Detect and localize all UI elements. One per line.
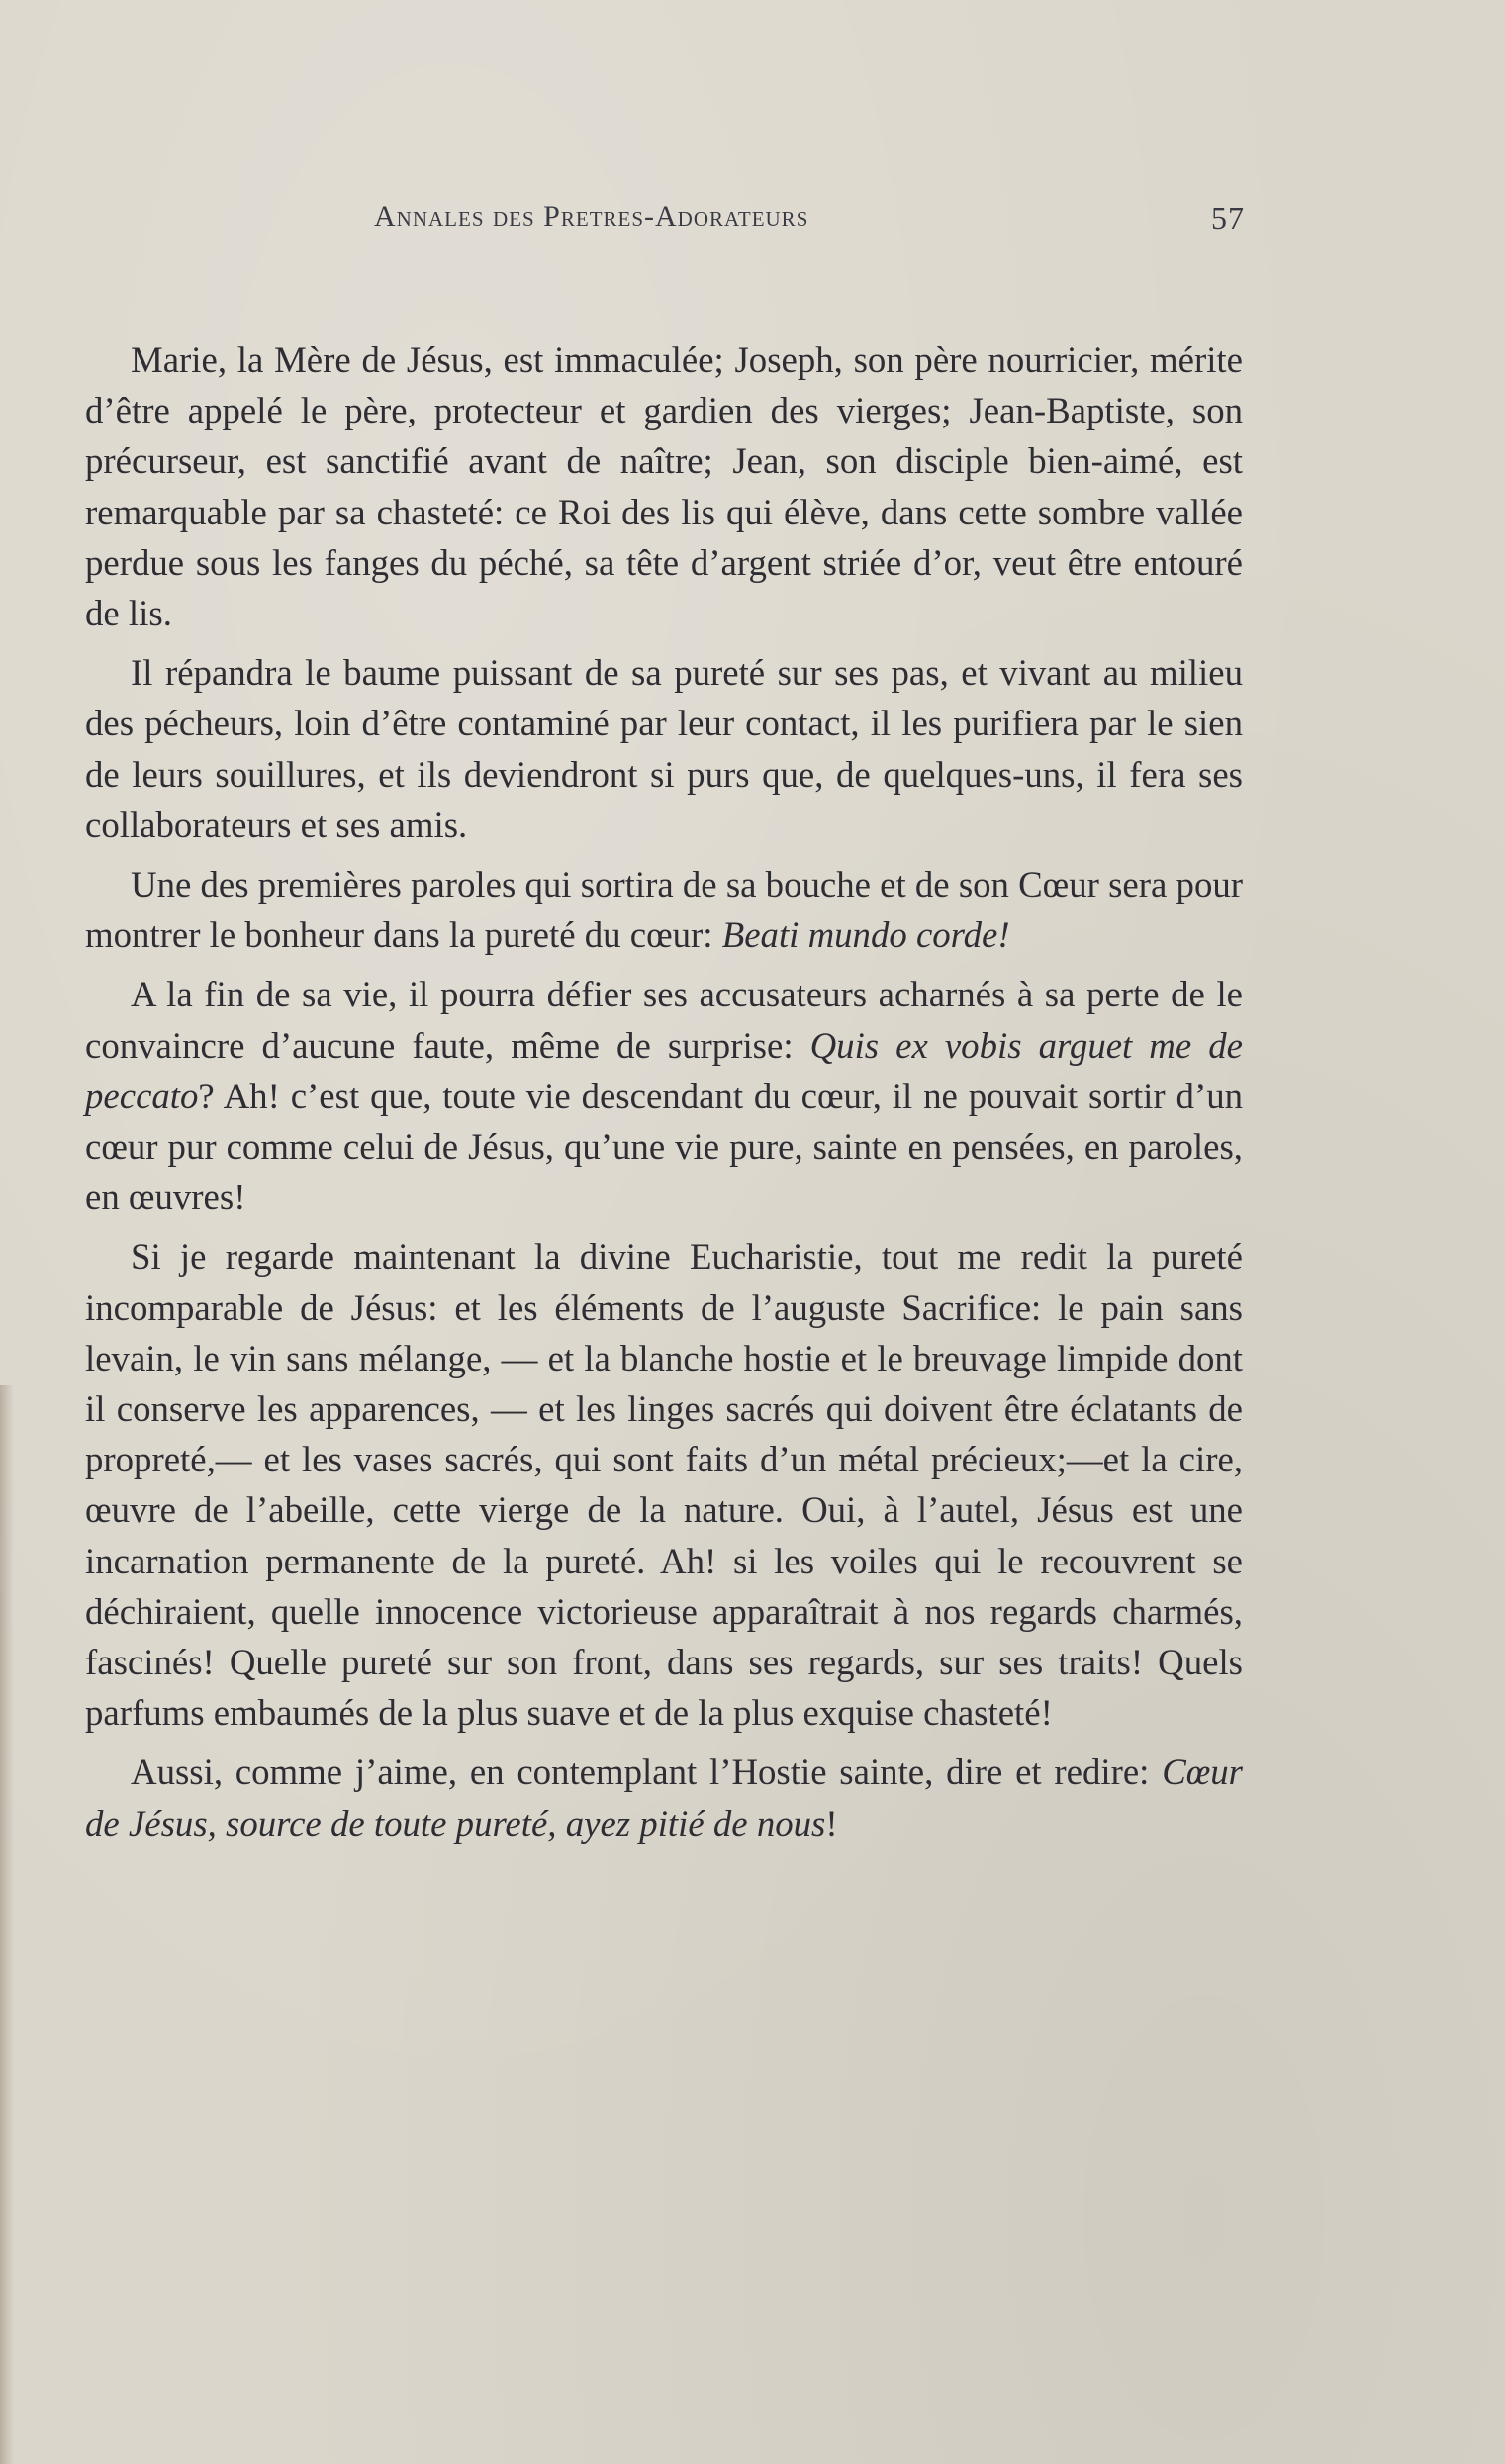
paragraph (85, 334, 1243, 638)
text-run: A la fin de sa vie, il pourra défier ses accusateurs acharnés à sa perte de le convaincre d’aucune faute, même de surprise: (85, 974, 1243, 1066)
text-run: Il répandra le baume puissant de sa pureté sur ses pas, et vivant au milieu des pécheurs, loin d’être contaminé par leur contact, il les purifiera par le sien de leurs souillures, et ils deviendront si purs que, de quelques-uns, il fera ses collaborateurs et ses amis. (85, 652, 1243, 845)
running-header (374, 194, 1245, 243)
text-run: Marie, la Mère de Jésus, est immaculée; Joseph, son père nourricier, mérite d’être appelé le père, protecteur et gardien des vierges; Jean-Baptiste, son précurseur, est sanctifié avant de naître; Jean, son disciple bien-aimé, est remarquable par sa chasteté: ce Roi des lis qui élève, dans cette sombre vallée perdue sous les fanges du péché, sa tête d’argent striée d’or, veut être entouré de lis. (85, 339, 1243, 634)
page-edge-shadow (0, 1385, 14, 2464)
body-text (85, 334, 1243, 1857)
paragraph (85, 647, 1243, 850)
text-run: Si je regarde maintenant la divine Eucharistie, tout me redit la pureté incomparable de Jésus: et les éléments de l’auguste Sacrifice: le pain sans levain, le vin sans mélange, — et la blanche hostie et le breuvage limpide dont il conserve les apparences, — et les linges sacrés qui doivent être éclatants de propreté,— et les vases sacrés, qui sont faits d’un métal précieux;—et la cire, œuvre de l’abeille, cette vierge de la nature. Oui, à l’autel, Jésus est une incarnation permanente de la pureté. Ah! si les voiles qui le recouvrent se déchiraient, quelle innocence victorieuse apparaîtrait à nos regards charmés, fascinés! Quelle pureté sur son front, dans ses regards, sur ses traits! Quels parfums embaumés de la plus suave et de la plus exquise chasteté! (85, 1236, 1243, 1734)
latin-quote: Quis ex vobis arguet me de peccato (85, 1024, 1243, 1116)
running-title: Annales des Pretres-Adorateurs (374, 200, 809, 233)
latin-quote: Beati mundo corde! (721, 914, 1010, 956)
text-run: ? Ah! c’est que, toute vie descendant du cœur, il ne pouvait sortir d’un cœur pur comme celui de Jésus, qu’une vie pure, sainte en pensées, en paroles, en œuvres! (85, 1075, 1243, 1218)
invocation: Cœur de Jésus, source de toute pureté, ayez pitié de nous (85, 1752, 1243, 1844)
paragraph (85, 1231, 1243, 1738)
paragraph (85, 969, 1243, 1222)
text-run: Une des premières paroles qui sortira de sa bouche et de son Cœur sera pour montrer le bonheur dans la pureté du cœur: (85, 864, 1243, 956)
text-run: ! (825, 1802, 838, 1844)
paragraph (85, 1747, 1243, 1848)
paragraph (85, 859, 1243, 960)
text-run: Aussi, comme j’aime, en contemplant l’Hostie sainte, dire et redire: (131, 1752, 1163, 1793)
page-number: 57 (1211, 200, 1245, 236)
